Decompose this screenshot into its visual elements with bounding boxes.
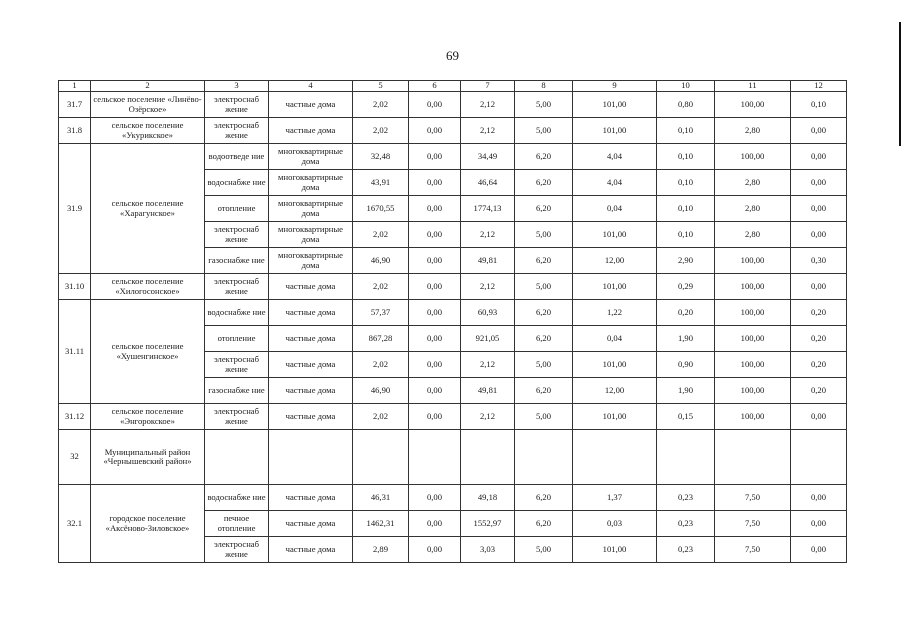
value-cell-col11: 100,00	[715, 274, 791, 300]
value-cell-col8: 5,00	[515, 537, 573, 563]
housing-type: частные дома	[269, 511, 353, 537]
row-id: 31.7	[59, 92, 91, 118]
value-cell-col6: 0,00	[409, 92, 461, 118]
value-cell-col9: 0,04	[573, 196, 657, 222]
utility-type: электроснаб жение	[205, 222, 269, 248]
settlement-name: сельское поселение «Хушенгинское»	[91, 300, 205, 404]
value-cell-col5: 43,91	[353, 170, 409, 196]
table-row	[59, 404, 847, 430]
housing-type: частные дома	[269, 274, 353, 300]
row-id: 32	[59, 430, 91, 485]
value-cell-col7: 3,03	[461, 537, 515, 563]
value-cell-col5: 867,28	[353, 326, 409, 352]
value-cell-col8: 5,00	[515, 92, 573, 118]
value-cell-col12: 0,30	[791, 248, 847, 274]
housing-type: частные дома	[269, 118, 353, 144]
value-cell-col10: 0,23	[657, 511, 715, 537]
value-cell-col11: 100,00	[715, 352, 791, 378]
settlement-name: сельское поселение «Харагунское»	[91, 144, 205, 274]
utility-type: газоснабже ние	[205, 378, 269, 404]
column-header-2: 2	[91, 81, 205, 92]
utility-type: водоотведе ние	[205, 144, 269, 170]
value-cell-col9: 12,00	[573, 378, 657, 404]
value-cell-col8: 6,20	[515, 144, 573, 170]
housing-type: многоквартирные дома	[269, 196, 353, 222]
value-cell-col5: 2,02	[353, 118, 409, 144]
value-cell-col10: 2,90	[657, 248, 715, 274]
value-cell-col7: 34,49	[461, 144, 515, 170]
empty-cell	[205, 430, 269, 485]
value-cell-col7: 49,81	[461, 378, 515, 404]
column-header-11: 11	[715, 81, 791, 92]
value-cell-col6: 0,00	[409, 511, 461, 537]
empty-cell	[353, 430, 409, 485]
value-cell-col5: 2,02	[353, 404, 409, 430]
value-cell-col11: 100,00	[715, 378, 791, 404]
value-cell-col8: 6,20	[515, 170, 573, 196]
value-cell-col9: 101,00	[573, 222, 657, 248]
empty-cell	[409, 430, 461, 485]
settlement-name: городское поселение «Аксёново-Зиловское»	[91, 485, 205, 563]
column-header-6: 6	[409, 81, 461, 92]
value-cell-col6: 0,00	[409, 300, 461, 326]
housing-type: частные дома	[269, 537, 353, 563]
value-cell-col11: 7,50	[715, 485, 791, 511]
row-id: 31.12	[59, 404, 91, 430]
utility-type: печное отопление	[205, 511, 269, 537]
value-cell-col8: 5,00	[515, 352, 573, 378]
value-cell-col10: 0,10	[657, 196, 715, 222]
value-cell-col6: 0,00	[409, 274, 461, 300]
value-cell-col10: 0,80	[657, 92, 715, 118]
value-cell-col6: 0,00	[409, 222, 461, 248]
value-cell-col8: 6,20	[515, 511, 573, 537]
value-cell-col9: 101,00	[573, 404, 657, 430]
column-header-4: 4	[269, 81, 353, 92]
value-cell-col9: 4,04	[573, 144, 657, 170]
table-row	[59, 144, 847, 170]
value-cell-col9: 101,00	[573, 92, 657, 118]
value-cell-col9: 12,00	[573, 248, 657, 274]
value-cell-col6: 0,00	[409, 248, 461, 274]
value-cell-col10: 1,90	[657, 326, 715, 352]
empty-cell	[269, 430, 353, 485]
value-cell-col6: 0,00	[409, 170, 461, 196]
settlement-name: Муниципальный район «Чернышевский район»	[91, 430, 205, 485]
utility-type: электроснаб жение	[205, 92, 269, 118]
value-cell-col11: 2,80	[715, 222, 791, 248]
utility-type: водоснабже ние	[205, 300, 269, 326]
value-cell-col10: 0,20	[657, 300, 715, 326]
tariff-table	[58, 80, 847, 563]
scan-edge-line	[899, 22, 901, 146]
value-cell-col11: 100,00	[715, 92, 791, 118]
value-cell-col9: 0,03	[573, 511, 657, 537]
value-cell-col5: 1462,31	[353, 511, 409, 537]
value-cell-col8: 6,20	[515, 326, 573, 352]
utility-type: отопление	[205, 326, 269, 352]
value-cell-col12: 0,00	[791, 537, 847, 563]
value-cell-col8: 6,20	[515, 248, 573, 274]
value-cell-col5: 57,37	[353, 300, 409, 326]
housing-type: частные дома	[269, 485, 353, 511]
value-cell-col5: 46,90	[353, 248, 409, 274]
value-cell-col5: 1670,55	[353, 196, 409, 222]
column-header-9: 9	[573, 81, 657, 92]
value-cell-col10: 0,23	[657, 485, 715, 511]
value-cell-col6: 0,00	[409, 378, 461, 404]
value-cell-col7: 2,12	[461, 118, 515, 144]
value-cell-col10: 1,90	[657, 378, 715, 404]
value-cell-col8: 6,20	[515, 378, 573, 404]
value-cell-col12: 0,20	[791, 326, 847, 352]
value-cell-col5: 46,31	[353, 485, 409, 511]
value-cell-col6: 0,00	[409, 326, 461, 352]
value-cell-col11: 100,00	[715, 248, 791, 274]
value-cell-col9: 101,00	[573, 352, 657, 378]
value-cell-col12: 0,00	[791, 485, 847, 511]
value-cell-col12: 0,00	[791, 222, 847, 248]
value-cell-col12: 0,20	[791, 300, 847, 326]
column-header-5: 5	[353, 81, 409, 92]
value-cell-col6: 0,00	[409, 485, 461, 511]
value-cell-col5: 2,02	[353, 352, 409, 378]
value-cell-col7: 49,81	[461, 248, 515, 274]
table-row	[59, 92, 847, 118]
table-row	[59, 274, 847, 300]
value-cell-col8: 6,20	[515, 196, 573, 222]
row-id: 32.1	[59, 485, 91, 563]
value-cell-col9: 101,00	[573, 274, 657, 300]
value-cell-col8: 6,20	[515, 485, 573, 511]
column-header-3: 3	[205, 81, 269, 92]
value-cell-col12: 0,00	[791, 118, 847, 144]
value-cell-col5: 32,48	[353, 144, 409, 170]
value-cell-col6: 0,00	[409, 404, 461, 430]
header-row	[59, 81, 847, 92]
value-cell-col11: 100,00	[715, 404, 791, 430]
value-cell-col12: 0,00	[791, 196, 847, 222]
housing-type: частные дома	[269, 378, 353, 404]
empty-cell	[657, 430, 715, 485]
value-cell-col5: 2,02	[353, 222, 409, 248]
utility-type: электроснаб жение	[205, 537, 269, 563]
settlement-name: сельское поселение «Укурикское»	[91, 118, 205, 144]
value-cell-col6: 0,00	[409, 352, 461, 378]
utility-type: газоснабже ние	[205, 248, 269, 274]
column-header-8: 8	[515, 81, 573, 92]
utility-type: электроснаб жение	[205, 274, 269, 300]
value-cell-col12: 0,20	[791, 378, 847, 404]
value-cell-col6: 0,00	[409, 537, 461, 563]
housing-type: частные дома	[269, 92, 353, 118]
housing-type: частные дома	[269, 352, 353, 378]
value-cell-col5: 2,02	[353, 92, 409, 118]
value-cell-col7: 1552,97	[461, 511, 515, 537]
utility-type: отопление	[205, 196, 269, 222]
value-cell-col11: 7,50	[715, 537, 791, 563]
value-cell-col9: 101,00	[573, 118, 657, 144]
value-cell-col12: 0,00	[791, 144, 847, 170]
row-id: 31.11	[59, 300, 91, 404]
utility-type: электроснаб жение	[205, 352, 269, 378]
value-cell-col11: 100,00	[715, 326, 791, 352]
value-cell-col5: 2,89	[353, 537, 409, 563]
value-cell-col11: 2,80	[715, 196, 791, 222]
empty-cell	[461, 430, 515, 485]
value-cell-col9: 101,00	[573, 537, 657, 563]
value-cell-col12: 0,20	[791, 352, 847, 378]
value-cell-col10: 0,15	[657, 404, 715, 430]
value-cell-col11: 2,80	[715, 170, 791, 196]
empty-cell	[515, 430, 573, 485]
value-cell-col7: 2,12	[461, 404, 515, 430]
value-cell-col9: 0,04	[573, 326, 657, 352]
value-cell-col7: 2,12	[461, 222, 515, 248]
page-number: 69	[446, 48, 459, 63]
table-body	[59, 81, 847, 563]
value-cell-col7: 60,93	[461, 300, 515, 326]
utility-type: электроснаб жение	[205, 118, 269, 144]
housing-type: многоквартирные дома	[269, 248, 353, 274]
value-cell-col5: 46,90	[353, 378, 409, 404]
value-cell-col12: 0,00	[791, 404, 847, 430]
housing-type: частные дома	[269, 300, 353, 326]
value-cell-col7: 2,12	[461, 352, 515, 378]
empty-cell	[791, 430, 847, 485]
value-cell-col7: 2,12	[461, 274, 515, 300]
settlement-name: сельское поселение «Энгорокское»	[91, 404, 205, 430]
column-header-7: 7	[461, 81, 515, 92]
empty-cell	[573, 430, 657, 485]
value-cell-col12: 0,00	[791, 170, 847, 196]
value-cell-col10: 0,23	[657, 537, 715, 563]
settlement-name: сельское поселение «Линёво-Озёрское»	[91, 92, 205, 118]
row-id: 31.9	[59, 144, 91, 274]
empty-cell	[715, 430, 791, 485]
value-cell-col11: 100,00	[715, 144, 791, 170]
value-cell-col7: 46,64	[461, 170, 515, 196]
column-header-1: 1	[59, 81, 91, 92]
value-cell-col11: 2,80	[715, 118, 791, 144]
value-cell-col8: 5,00	[515, 274, 573, 300]
utility-type: водоснабже ние	[205, 485, 269, 511]
value-cell-col9: 4,04	[573, 170, 657, 196]
value-cell-col9: 1,37	[573, 485, 657, 511]
value-cell-col7: 1774,13	[461, 196, 515, 222]
value-cell-col6: 0,00	[409, 144, 461, 170]
value-cell-col10: 0,10	[657, 222, 715, 248]
settlement-name: сельское поселение «Хилогосонское»	[91, 274, 205, 300]
column-header-10: 10	[657, 81, 715, 92]
utility-type: электроснаб жение	[205, 404, 269, 430]
housing-type: частные дома	[269, 404, 353, 430]
value-cell-col9: 1,22	[573, 300, 657, 326]
housing-type: многоквартирные дома	[269, 144, 353, 170]
value-cell-col6: 0,00	[409, 196, 461, 222]
value-cell-col12: 0,00	[791, 274, 847, 300]
value-cell-col8: 5,00	[515, 118, 573, 144]
row-id: 31.10	[59, 274, 91, 300]
value-cell-col12: 0,00	[791, 511, 847, 537]
housing-type: многоквартирные дома	[269, 170, 353, 196]
value-cell-col10: 0,10	[657, 118, 715, 144]
value-cell-col10: 0,10	[657, 170, 715, 196]
value-cell-col10: 0,90	[657, 352, 715, 378]
value-cell-col12: 0,10	[791, 92, 847, 118]
table-row	[59, 485, 847, 511]
table-row	[59, 118, 847, 144]
value-cell-col7: 921,05	[461, 326, 515, 352]
table-row	[59, 300, 847, 326]
housing-type: частные дома	[269, 326, 353, 352]
value-cell-col5: 2,02	[353, 274, 409, 300]
value-cell-col11: 100,00	[715, 300, 791, 326]
value-cell-col7: 2,12	[461, 92, 515, 118]
column-header-12: 12	[791, 81, 847, 92]
utility-type: водоснабже ние	[205, 170, 269, 196]
value-cell-col8: 6,20	[515, 300, 573, 326]
value-cell-col10: 0,29	[657, 274, 715, 300]
value-cell-col6: 0,00	[409, 118, 461, 144]
value-cell-col10: 0,10	[657, 144, 715, 170]
housing-type: многоквартирные дома	[269, 222, 353, 248]
value-cell-col7: 49,18	[461, 485, 515, 511]
table-row	[59, 430, 847, 485]
row-id: 31.8	[59, 118, 91, 144]
value-cell-col11: 7,50	[715, 511, 791, 537]
value-cell-col8: 5,00	[515, 222, 573, 248]
value-cell-col8: 5,00	[515, 404, 573, 430]
